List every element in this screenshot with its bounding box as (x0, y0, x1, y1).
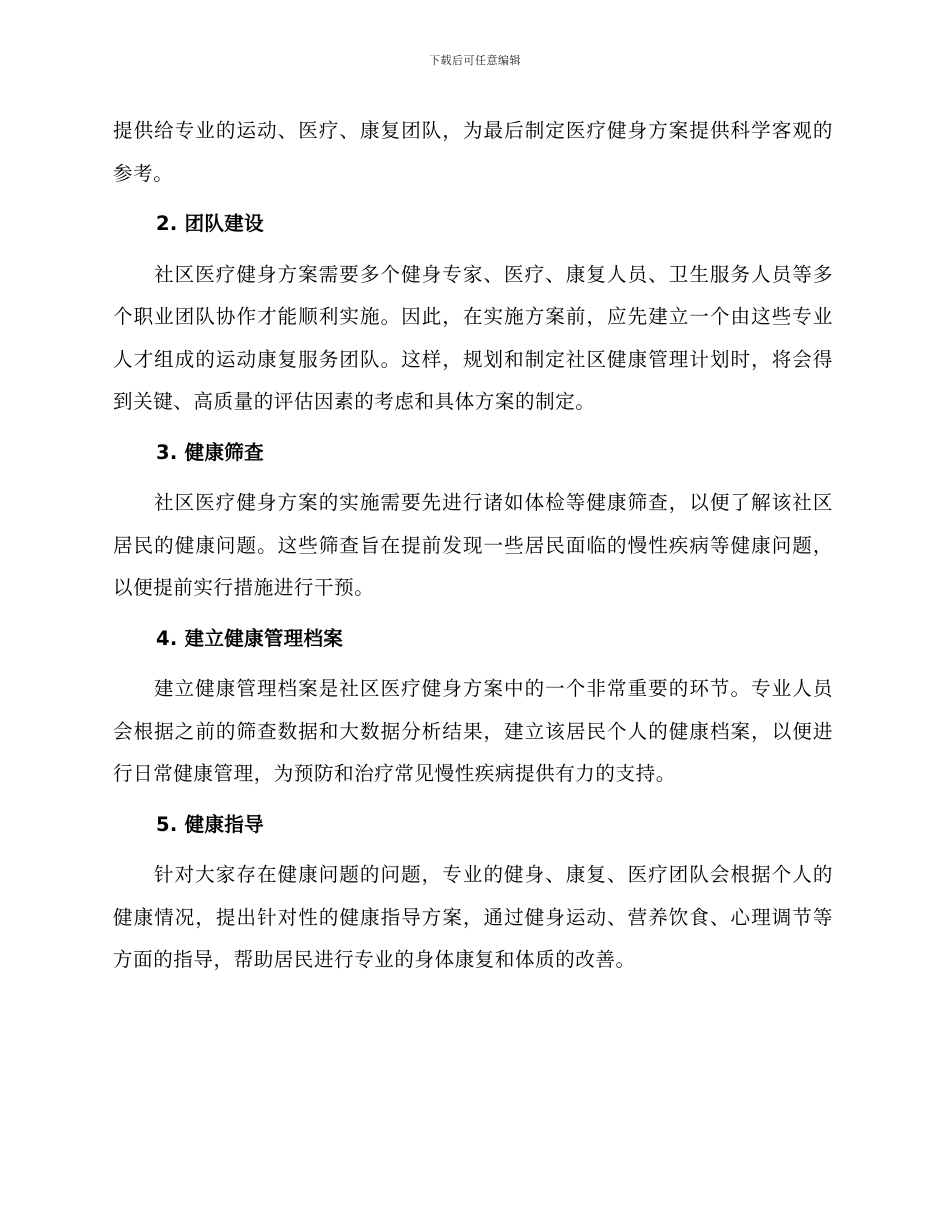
section-heading: 3. 健康筛查 (156, 440, 264, 464)
section-health-screening (113, 432, 833, 610)
section-paragraph: 针对大家存在健康问题的问题，专业的健身、康复、医疗团队会根据个人的健康情况，提出针对性的健康指导方案，通过健身运动、营养饮食、心理调节等方面的指导，帮助居民进行专业的身体康复和体质的改善。 (113, 863, 833, 971)
section-heading: 2. 团队建设 (156, 212, 264, 235)
section-heading: 5. 健康指导 (156, 812, 264, 836)
section-paragraph: 建立健康管理档案是社区医疗健身方案中的一个非常重要的环节。专业人员会根据之前的筛查数据和大数据分析结果，建立该居民个人的健康档案，以便进行日常健康管理，为预防和治疗常见慢性疾病提供有力的支持。 (113, 677, 833, 785)
section-paragraph: 社区医疗健身方案的实施需要先进行诸如体检等健康筛查，以便了解该社区居民的健康问题。这些筛查旨在提前发现一些居民面临的慢性疾病等健康问题，以便提前实行措施进行干预。 (113, 491, 833, 599)
section-health-guidance (113, 804, 833, 982)
section-health-records (113, 618, 833, 796)
document-body (113, 110, 833, 982)
page-header-note: 下载后可任意编辑 (429, 54, 521, 67)
section-heading: 4. 建立健康管理档案 (156, 626, 344, 650)
section-paragraph: 社区医疗健身方案需要多个健身专家、医疗、康复人员、卫生服务人员等多个职业团队协作才能顺利实施。因此，在实施方案前，应先建立一个由这些专业人才组成的运动康复服务团队。这样，规划和制定社区健康管理计划时，将会得到关键、高质量的评估因素的考虑和具体方案的制定。 (113, 262, 833, 413)
intro-paragraph: 提供给专业的运动、医疗、康复团队，为最后制定医疗健身方案提供科学客观的参考。 (113, 119, 833, 185)
section-team-building (113, 203, 833, 424)
